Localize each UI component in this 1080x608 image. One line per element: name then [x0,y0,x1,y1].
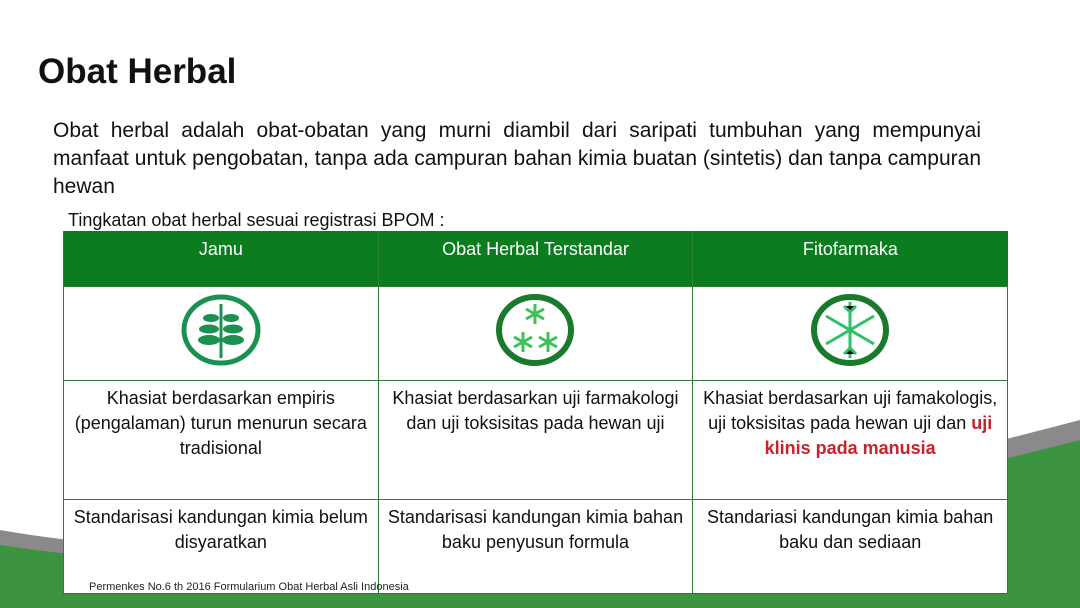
khasiat-text: Khasiat berdasarkan uji famakologis, uji toksisitas pada hewan uji dan [703,388,998,433]
header-fitofarmaka: Fitofarmaka [693,231,1008,287]
jamu-tree-logo-icon [179,292,263,368]
highlight-clinical: uji klinis pada manusia [764,413,993,458]
standar-fitofarmaka: Standariasi kandungan kimia bahan baku dan sediaan [693,500,1008,594]
header-jamu: Jamu [64,231,379,287]
header-oht: Obat Herbal Terstandar [378,231,693,287]
standar-jamu: Standarisasi kandungan kimia belum disyaratkan [64,500,379,594]
footnote: Permenkes No.6 th 2016 Formularium Obat Herbal Asli Indonesia [89,581,409,593]
slide-title: Obat Herbal [38,52,237,91]
intro-paragraph: Obat herbal adalah obat-obatan yang murni diambil dari saripati tumbuhan yang mempunyai manfaat untuk pengobatan, tanpa ada campuran bahan kimia buatan (sintetis) dan tanpa campuran hewan [53,119,981,198]
herbal-levels-table [63,231,1008,594]
table-caption: Tingkatan obat herbal sesuai registrasi BPOM : [68,210,445,230]
khasiat-jamu: Khasiat berdasarkan empiris (pengalaman) turun menurun secara tradisional [64,381,379,500]
oht-stars-logo-icon [493,292,577,368]
standar-oht: Standarisasi kandungan kimia bahan baku penyusun formula [378,500,693,594]
fitofarmaka-snowflake-logo-icon [808,292,892,368]
khasiat-oht: Khasiat berdasarkan uji farmakologi dan uji toksisitas pada hewan uji [378,381,693,500]
khasiat-fitofarmaka [693,381,1008,500]
